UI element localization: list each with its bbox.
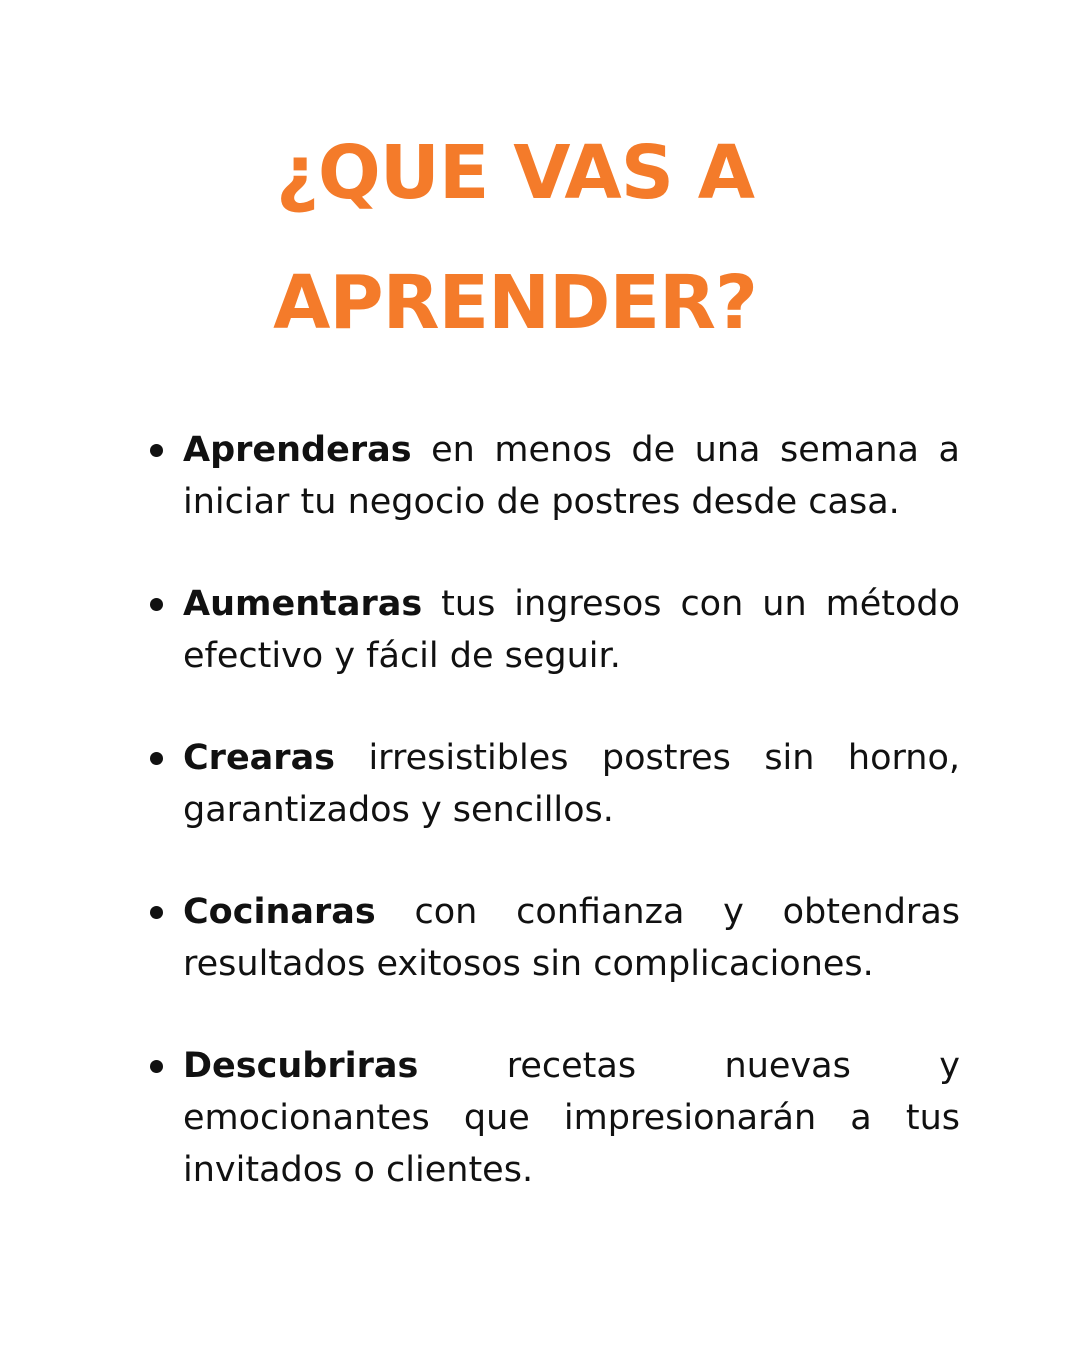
bullet-icon: [150, 906, 163, 919]
list-item: [150, 578, 960, 682]
item-lead: Crearas: [183, 738, 336, 778]
item-lead: Aumentaras: [183, 584, 423, 624]
list-item: [150, 1040, 960, 1196]
learning-list: [150, 424, 960, 1246]
bullet-icon: [150, 598, 163, 611]
list-item: [150, 886, 960, 990]
title-line-2: APRENDER?: [273, 260, 757, 346]
item-text: tus ingresos con un método efectivo y fácil de seguir.: [183, 584, 960, 676]
bullet-icon: [150, 444, 163, 457]
bullet-icon: [150, 1060, 163, 1073]
item-text: en menos de una semana a iniciar tu negocio de postres desde casa.: [183, 430, 960, 522]
item-lead: Aprenderas: [183, 430, 412, 470]
bullet-icon: [150, 752, 163, 765]
item-text: recetas nuevas y emocionantes que impresionarán a tus invitados o clientes.: [183, 1046, 960, 1190]
item-text: con confianza y obtendras resultados exitosos sin complicaciones.: [183, 892, 960, 984]
list-item: [150, 424, 960, 528]
item-text: irresistibles postres sin horno, garantizados y sencillos.: [183, 738, 960, 830]
item-lead: Descubriras: [183, 1046, 419, 1086]
item-lead: Cocinaras: [183, 892, 376, 932]
title-line-1: ¿QUE VAS A: [275, 130, 755, 216]
page-title: [0, 108, 1030, 368]
list-item: [150, 732, 960, 836]
